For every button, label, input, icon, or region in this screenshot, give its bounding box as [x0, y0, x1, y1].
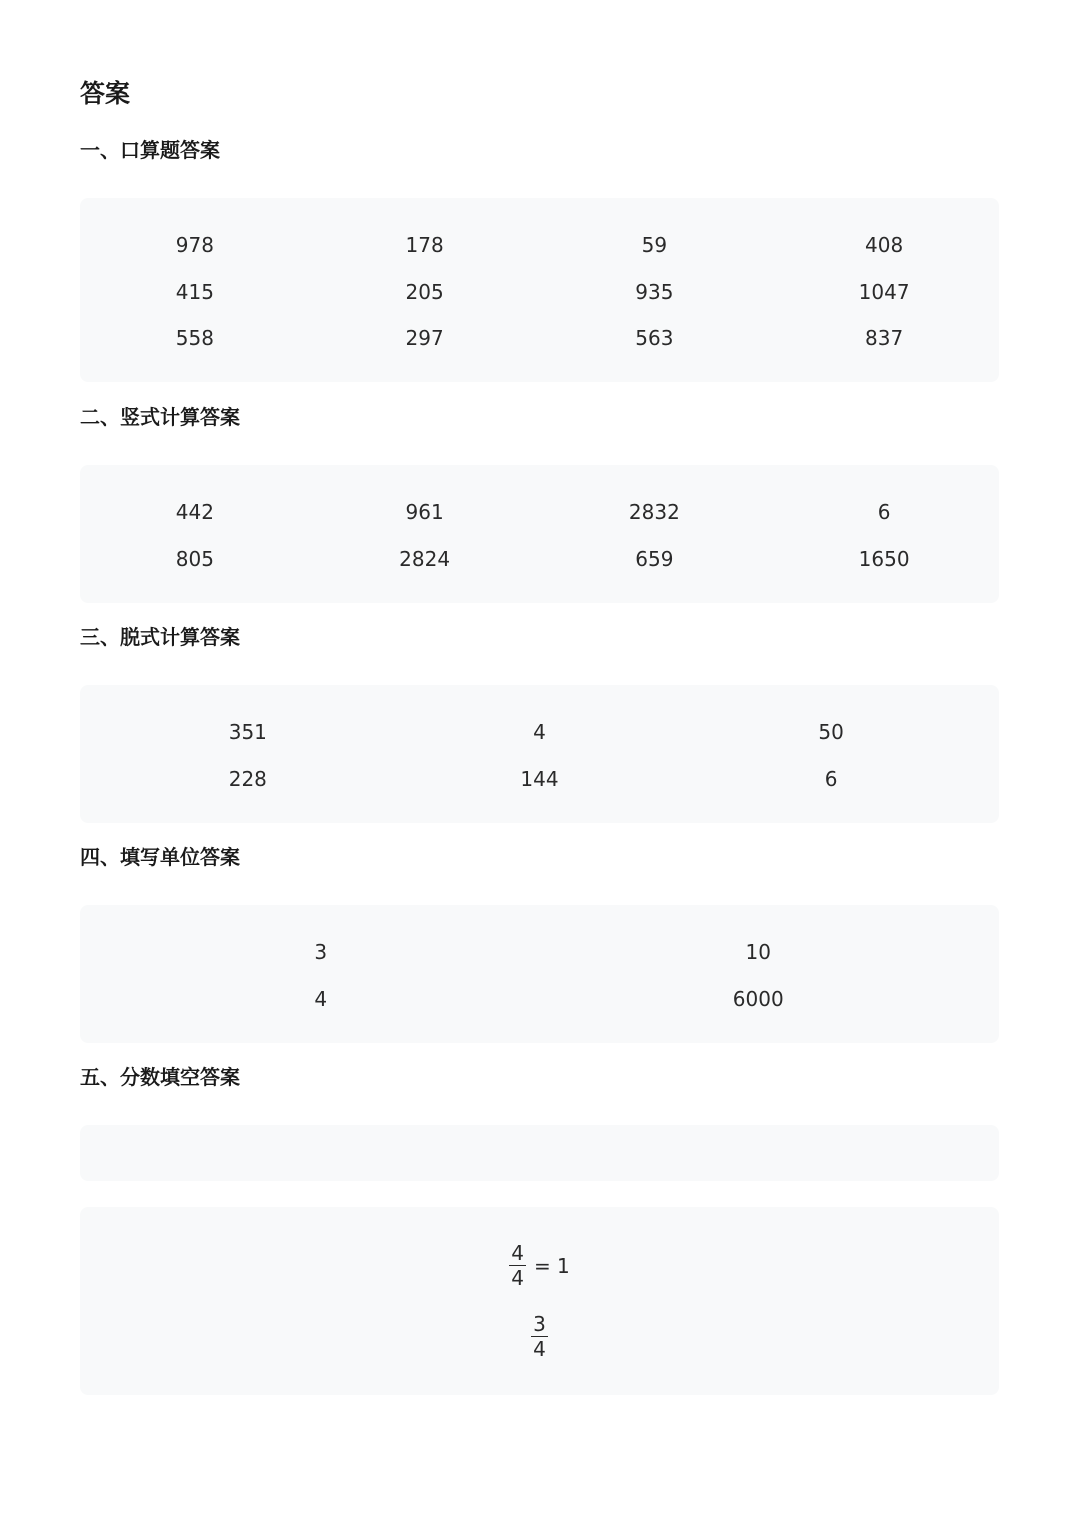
answer-cell: 935	[635, 279, 674, 304]
answer-grid-vertical	[80, 489, 999, 582]
answer-grid-stepwise	[102, 709, 977, 802]
fraction-denominator: 4	[511, 1266, 524, 1290]
answer-card-vertical	[80, 465, 999, 603]
fraction-denominator: 4	[533, 1337, 546, 1361]
answer-cell: 59	[641, 233, 668, 257]
fraction	[531, 1312, 548, 1361]
answer-cell: 415	[175, 279, 214, 304]
answer-cell: 228	[228, 766, 267, 791]
answer-cell: 805	[175, 546, 214, 571]
fraction-numerator: 4	[511, 1241, 524, 1265]
answer-card-units	[80, 905, 999, 1043]
answer-cell: 1047	[858, 279, 910, 304]
answer-cell: 6	[877, 500, 891, 524]
answer-cell: 4	[314, 986, 328, 1011]
fraction-result: = 1	[533, 1253, 570, 1278]
answer-cell: 4	[533, 720, 546, 744]
answer-cell: 144	[520, 766, 559, 791]
answer-cell: 961	[405, 500, 444, 524]
page-title: 答案	[80, 79, 131, 108]
answer-cell: 2824	[399, 546, 451, 571]
answer-card-fractions	[80, 1207, 999, 1395]
section-heading-fractions: 五、分数填空答案	[80, 1065, 240, 1089]
answer-grid-oral	[80, 222, 999, 362]
answer-cell: 978	[175, 233, 214, 257]
answer-cell: 3	[314, 940, 328, 964]
answer-cell: 205	[405, 279, 444, 304]
fraction	[509, 1241, 526, 1290]
answer-cell: 563	[635, 326, 674, 350]
answer-cell: 558	[175, 326, 214, 350]
answer-card-oral	[80, 198, 999, 382]
answer-cell: 1650	[858, 546, 910, 571]
answer-cell: 297	[405, 326, 444, 350]
answer-grid-units	[102, 929, 977, 1022]
answer-card-stepwise	[80, 685, 999, 823]
section-heading-oral: 一、口算题答案	[80, 138, 220, 162]
answer-cell: 408	[865, 233, 904, 257]
empty-card	[80, 1125, 999, 1181]
answer-cell: 6	[824, 766, 838, 791]
answer-cell: 351	[228, 720, 267, 744]
answer-cell: 10	[745, 940, 771, 964]
section-heading-stepwise: 三、脱式计算答案	[80, 625, 240, 649]
fraction-numerator: 3	[533, 1312, 546, 1336]
answer-cell: 50	[818, 720, 844, 744]
fraction-answer	[80, 1241, 999, 1290]
answer-cell: 2832	[628, 500, 680, 524]
answer-cell: 442	[175, 500, 214, 524]
answer-cell: 837	[865, 326, 904, 350]
answer-cell: 178	[405, 233, 444, 257]
fraction-answer	[80, 1312, 999, 1361]
answer-cell: 6000	[732, 986, 784, 1011]
answer-cell: 659	[635, 546, 674, 571]
section-heading-units: 四、填写单位答案	[80, 845, 240, 869]
section-heading-vertical: 二、竖式计算答案	[80, 405, 240, 429]
